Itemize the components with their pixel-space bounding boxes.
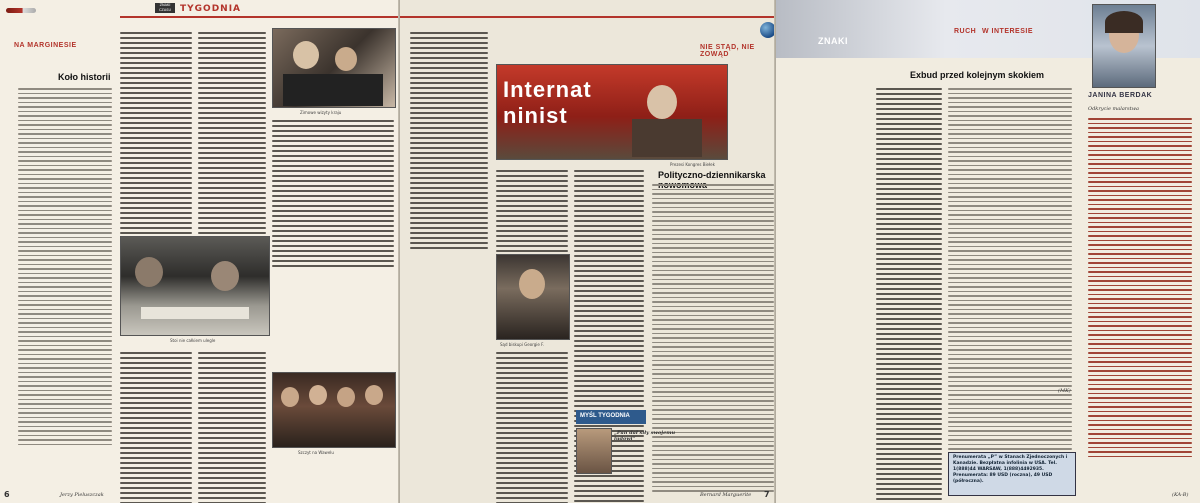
exbud-body [948, 88, 1072, 462]
article-title-exbud: Exbud przed kolejnym skokiem [910, 70, 1045, 80]
page-number-left: 6 [4, 490, 10, 499]
berdak-body [1088, 118, 1192, 460]
article-author-exbud: (MK) [1058, 388, 1071, 394]
section-label-ruch: RUCH [954, 28, 977, 35]
subscription-promo: Prenumerata „P” w Stanach Zjednoczonych i Kanadzie. Bezpłatna infolinia w USA. Tel. 1(888)44 WARSAW, 1(888)4492935. Prenumerata: 89 USD (roczna), 49 USD (półroczna). [948, 452, 1076, 496]
page-center [400, 0, 776, 503]
banner-text-2: ninist [503, 103, 568, 128]
knife-icon [6, 8, 36, 13]
article-body-col4 [272, 120, 394, 270]
page-number-center: 7 [764, 490, 770, 499]
article-author-kolo: Jerzy Pieluszczak [60, 492, 104, 498]
photo-wawel [272, 372, 396, 448]
banner-text-1: Internat [503, 77, 592, 102]
brand-title: TYGODNIA [180, 4, 242, 14]
article-author-polityczno: Bernard Marguerite [700, 492, 752, 498]
article-body-col3 [198, 32, 266, 247]
polityczno-body [652, 184, 774, 495]
section-label-center: NIE STĄD, NIE ZOWĄD [700, 44, 755, 58]
section-label-interesie: W INTERESIE [982, 28, 1034, 35]
photo-berdak [1092, 4, 1156, 88]
header-rule [120, 16, 400, 18]
photo-signing [120, 236, 270, 336]
mysl-label: MYŚL TYGODNIA [580, 413, 630, 419]
article-body-col2 [120, 32, 192, 247]
article-body-col6 [198, 352, 266, 503]
article-body-col5 [120, 352, 192, 503]
photo-internationale [496, 64, 728, 160]
brand-pre-box: ZNAKI CZASU [155, 3, 175, 13]
center-body-col4 [496, 352, 568, 503]
mysl-quote: „Pan dał siły swojemu ludowi” [614, 430, 676, 442]
mysl-label-box [576, 410, 646, 424]
article-author-berdak: (KA-B) [1172, 492, 1189, 498]
article-body-col1 [18, 88, 112, 448]
header-rule-center [400, 16, 776, 18]
photo-bishop [496, 254, 570, 340]
berdak-subtitle: Odkrycie malarstwa [1088, 106, 1140, 112]
section-label-znaki: ZNAKI [818, 36, 848, 46]
caption-3: Szczyt na Wawelu [298, 450, 334, 455]
section-label-left: NA MARGINESIE [14, 42, 77, 49]
photo-mysl [576, 428, 612, 474]
exbud-sidebar [876, 88, 942, 503]
center-body-col1 [410, 32, 488, 252]
article-title-polityczno: Polityczno-dziennikarska [658, 170, 766, 180]
page-right [776, 0, 1200, 503]
caption-5: Prezesi Kongres Biełek [670, 162, 715, 167]
page-left [0, 0, 400, 503]
berdak-name: JANINA BERDAK [1088, 92, 1153, 99]
caption-2: Stoi nie całkiem ulegle [170, 338, 216, 343]
caption-1: Zimowe wizyty kraju [300, 110, 342, 115]
article-title-kolo: Koło historii [58, 72, 111, 82]
photo-visit [272, 28, 396, 108]
caption-4: Sąd biskupi Georgie F. [500, 342, 545, 347]
